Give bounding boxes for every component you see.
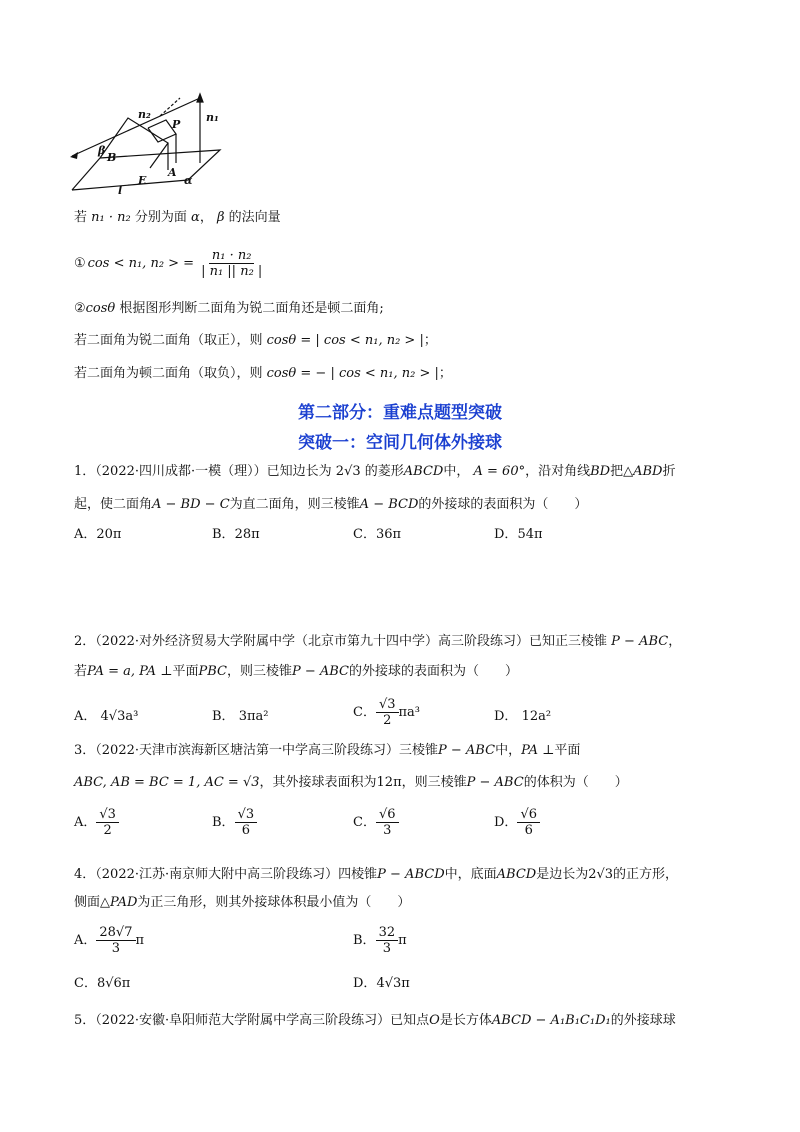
- text: 的外接球球: [610, 1013, 676, 1028]
- problem-1-option-a[interactable]: [74, 526, 121, 544]
- theory-item-2: [74, 300, 384, 318]
- problem-source: （2022·对外经济贸易大学附属中学（北京市第九十四中学）高三阶段练习）: [95, 634, 529, 649]
- option-value: 8√6π: [96, 976, 131, 991]
- option-label: D．: [494, 814, 518, 830]
- fraction-denominator: 3: [383, 823, 392, 838]
- text: 中，底面: [444, 867, 497, 882]
- text: 分别为面: [134, 210, 187, 225]
- problem-3-option-b[interactable]: [212, 807, 257, 838]
- fig-label-n1: n₁: [206, 111, 219, 124]
- problem-3-line-2: [74, 774, 628, 792]
- fraction: [376, 807, 399, 838]
- problem-2-line-2: [74, 663, 518, 681]
- problem-2-option-a[interactable]: [74, 708, 138, 726]
- fraction-denominator: 6: [524, 823, 533, 838]
- text: 平面: [172, 664, 199, 679]
- option-label: C．: [353, 814, 376, 830]
- math: 12π: [376, 775, 402, 790]
- option-label: A．: [74, 814, 97, 830]
- math: P − ABC: [291, 664, 350, 679]
- text: 为正三角形，则其外接球体积最小值为（ ）: [137, 895, 411, 910]
- fraction: [517, 807, 540, 838]
- part-heading: 第二部分：重难点题型突破: [298, 403, 502, 423]
- theory-line-normals: [74, 209, 281, 227]
- text: 是长方体: [439, 1013, 492, 1028]
- problem-1-option-b[interactable]: [212, 526, 260, 544]
- text: 折: [662, 464, 676, 479]
- option-value: 4√3π: [376, 976, 410, 991]
- problem-3-option-c[interactable]: [353, 807, 399, 838]
- fraction-numerator: √3: [96, 807, 119, 823]
- text: 四棱锥: [338, 867, 378, 882]
- option-value: 28π: [234, 527, 260, 542]
- text: ，沿对角线: [525, 464, 591, 479]
- option-value: 36π: [375, 527, 402, 542]
- math: ABCD: [403, 464, 444, 479]
- text: 的外接球的表面积为（ ）: [418, 497, 588, 512]
- math-acute-formula: cosθ = | cos < n₁, n₂ > |: [266, 333, 424, 348]
- fraction-numerator: 32: [376, 925, 399, 941]
- problem-2-option-d[interactable]: [494, 708, 551, 726]
- text: 的正方形，: [613, 867, 679, 882]
- dihedral-angle-figure: [60, 88, 230, 198]
- problem-4-option-a[interactable]: [74, 925, 144, 956]
- text: 三棱锥: [399, 743, 439, 758]
- option-value: 12a²: [521, 709, 552, 724]
- fig-label-p: P: [172, 118, 181, 131]
- theory-obtuse: [74, 365, 452, 383]
- math: ABC, AB = BC = 1, AC = √3: [74, 775, 260, 790]
- math: P − ABCD: [377, 867, 445, 882]
- problem-4-option-d[interactable]: [353, 975, 410, 993]
- math: P − ABC: [466, 775, 524, 790]
- option-value: πa³: [398, 704, 421, 720]
- option-label: A．: [74, 932, 97, 948]
- fraction: [198, 248, 265, 279]
- text: 根据图形判断二面角为锐二面角还是顿二面角;: [119, 301, 384, 316]
- problem-5-line-1: [74, 1012, 676, 1030]
- problem-3-option-a[interactable]: [74, 807, 119, 838]
- fraction: [96, 807, 119, 838]
- option-value: 4√3a³: [100, 709, 139, 724]
- option-label: A．: [74, 527, 97, 542]
- math: BD: [590, 464, 611, 479]
- text: 若二面角为锐二面角（取正），则: [74, 333, 263, 348]
- problem-number: 4．: [74, 867, 96, 882]
- fig-label-b: B: [107, 151, 117, 164]
- problem-1-option-d[interactable]: [494, 526, 543, 544]
- math-n1-n2: n₁ · n₂: [91, 210, 131, 225]
- option-label: C．: [353, 704, 376, 720]
- text: 为直二面角，则三棱锥: [229, 497, 360, 512]
- edge-line-l: [72, 98, 200, 156]
- text: 已知点: [390, 1013, 430, 1028]
- fraction-numerator: √6: [517, 807, 540, 823]
- text: ，则三棱锥: [401, 775, 467, 790]
- section-heading: 突破一：空间几何体外接球: [298, 433, 502, 453]
- fraction: [235, 807, 258, 838]
- fig-label-n2: n₂: [138, 108, 151, 121]
- option-label: B．: [353, 932, 376, 948]
- circled-two: ②: [74, 301, 86, 316]
- text: 的体积为（ ）: [523, 775, 628, 790]
- problem-1-line-1: [74, 463, 676, 481]
- fraction: [376, 925, 399, 956]
- math: A − BD − C: [152, 497, 230, 512]
- option-label: A．: [74, 709, 97, 724]
- problem-3-line-1: [74, 742, 580, 760]
- math-cos-theta: cosθ: [85, 301, 116, 316]
- option-value: 20π: [96, 527, 122, 542]
- text: ，: [199, 210, 213, 225]
- option-value: π: [135, 932, 145, 948]
- text: 的外接球的表面积为（ ）: [349, 664, 519, 679]
- math: A − BCD: [359, 497, 419, 512]
- text: 的法向量: [228, 210, 281, 225]
- problem-4-line-1: [74, 866, 678, 884]
- problem-4-option-b[interactable]: [353, 925, 407, 956]
- option-label: B．: [212, 709, 235, 724]
- text: 平面: [554, 743, 581, 758]
- fig-label-beta: β: [98, 144, 106, 157]
- math: PA ⊥: [521, 743, 555, 758]
- fraction-denominator: 2: [103, 823, 112, 838]
- math: O: [429, 1013, 440, 1028]
- fraction-numerator: 28√7: [96, 925, 135, 941]
- problem-number: 2．: [74, 634, 96, 649]
- text: 的菱形: [364, 464, 404, 479]
- fraction-numerator: √6: [376, 807, 399, 823]
- fig-label-e: E: [138, 174, 147, 187]
- problem-number: 5．: [74, 1013, 96, 1028]
- option-label: B．: [212, 814, 235, 830]
- math: P − ABC: [611, 634, 669, 649]
- problem-source: （2022·四川成都·一模（理））: [95, 464, 267, 479]
- text: 起，使二面角: [74, 497, 153, 512]
- option-label: C．: [74, 976, 97, 991]
- text: 若: [74, 664, 88, 679]
- problem-2-option-b[interactable]: [212, 708, 268, 726]
- text: ，则三棱锥: [226, 664, 292, 679]
- problem-2-option-c[interactable]: [353, 697, 420, 728]
- text: ；: [423, 333, 437, 348]
- option-value: 54π: [517, 527, 543, 542]
- problem-4-line-2: [74, 894, 410, 912]
- problem-source: （2022·天津市滨海新区塘沽第一中学高三阶段练习）: [95, 743, 399, 758]
- math-cos-lhs: cos < n₁, n₂ > =: [87, 255, 195, 271]
- math: 2√3: [335, 464, 361, 479]
- text: ；: [438, 366, 452, 381]
- math: A = 60°: [473, 464, 526, 479]
- text: ，: [668, 634, 682, 649]
- fig-label-a: A: [168, 166, 177, 179]
- math: ABCD − A₁B₁C₁D₁: [491, 1013, 611, 1028]
- text: 已知边长为: [266, 464, 332, 479]
- math-obtuse-formula: cosθ = − | cos < n₁, n₂ > |: [266, 366, 439, 381]
- math-alpha: α: [191, 210, 200, 225]
- math: △PAD: [100, 895, 138, 910]
- option-label: B．: [212, 527, 235, 542]
- math: 2√3: [588, 867, 614, 882]
- fraction-denominator: 3: [382, 941, 391, 956]
- problem-1-option-c[interactable]: [353, 526, 401, 544]
- text: 侧面: [74, 895, 101, 910]
- text: 中，: [443, 464, 470, 479]
- text: 中，: [495, 743, 522, 758]
- math: PA = a, PA ⊥: [87, 664, 173, 679]
- math: △ABD: [623, 464, 663, 479]
- fig-label-l: l: [118, 184, 123, 197]
- fraction-numerator: √3: [376, 697, 399, 713]
- text: 若: [74, 210, 88, 225]
- option-label: D．: [494, 527, 518, 542]
- text: 是边长为: [536, 867, 589, 882]
- text: 若二面角为顿二面角（取负），则: [74, 366, 263, 381]
- problem-number: 3．: [74, 743, 96, 758]
- fraction-denominator: 2: [383, 713, 392, 728]
- option-value: π: [398, 932, 407, 948]
- problem-number: 1．: [74, 464, 96, 479]
- math: ABCD: [496, 867, 537, 882]
- fraction-denominator: 3: [111, 941, 121, 956]
- problem-source: （2022·江苏·南京师大附中高三阶段练习）: [95, 867, 339, 882]
- math-beta: β: [216, 210, 225, 225]
- fraction: [96, 925, 135, 956]
- theory-formula-cos: [74, 248, 265, 279]
- problem-3-option-d[interactable]: [494, 807, 540, 838]
- option-label: D．: [494, 709, 518, 724]
- fraction-numerator: n₁ · n₂: [209, 248, 255, 264]
- fraction-denominator: 6: [241, 823, 250, 838]
- text: ，其外接球表面积为: [259, 775, 377, 790]
- math: P − ABC: [438, 743, 496, 758]
- fraction: [376, 697, 399, 728]
- text: 把: [610, 464, 624, 479]
- fraction-denominator: | n₁ || n₂ |: [201, 264, 263, 279]
- math: PBC: [198, 664, 227, 679]
- theory-acute: [74, 332, 437, 350]
- problem-1-line-2: [74, 496, 587, 514]
- fig-label-alpha: α: [184, 174, 193, 187]
- text: 已知正三棱锥: [529, 634, 608, 649]
- problem-4-option-c[interactable]: [74, 975, 130, 993]
- option-label: D．: [353, 976, 377, 991]
- fraction-numerator: √3: [235, 807, 258, 823]
- option-value: 3πa²: [238, 709, 269, 724]
- option-label: C．: [353, 527, 376, 542]
- problem-2-line-1: [74, 633, 681, 651]
- circled-one: ①: [74, 255, 86, 271]
- problem-source: （2022·安徽·阜阳师范大学附属中学高三阶段练习）: [95, 1013, 391, 1028]
